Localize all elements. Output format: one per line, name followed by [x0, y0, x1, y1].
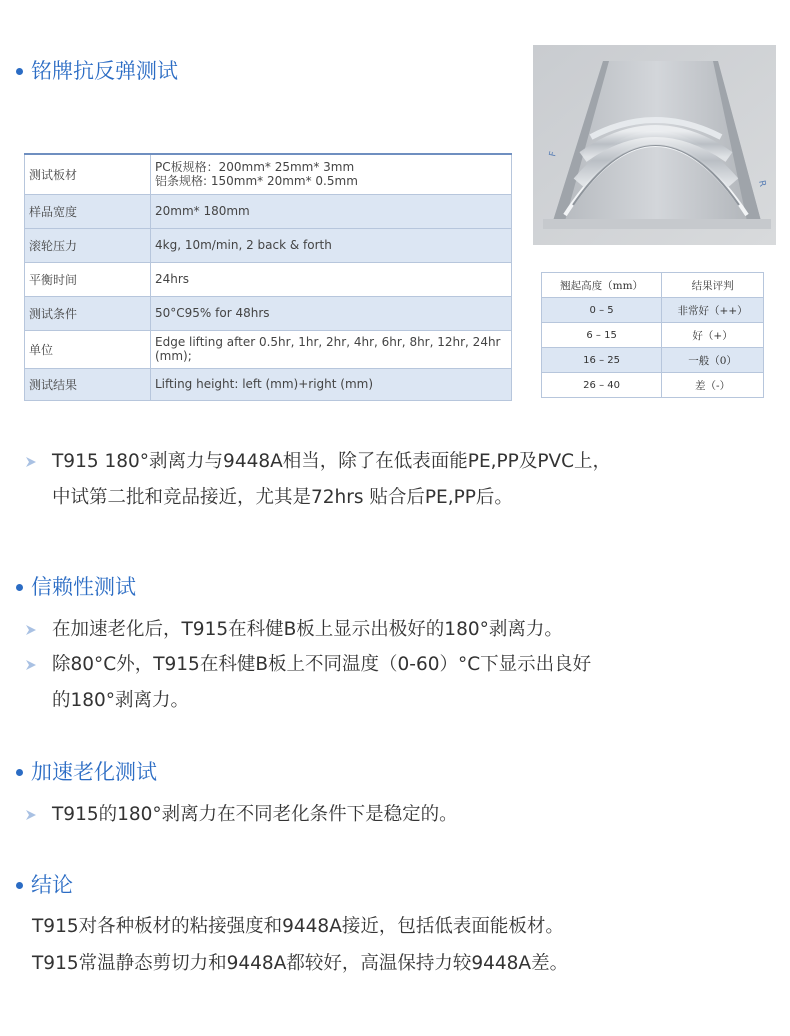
- table-cell-range: 0 – 5: [542, 298, 662, 323]
- value-line: PC板规格：200mm* 25mm* 3mm: [155, 160, 355, 175]
- table-cell-range: 26 – 40: [542, 373, 662, 398]
- bullet-text: 在加速老化后，T915在科健B板上显示出极好的180°剥离力。: [52, 619, 563, 640]
- bullet-text: 的180°剥离力。: [52, 690, 190, 711]
- table-header-cell: 结果评判: [662, 273, 764, 298]
- section-title-aging: [16, 762, 157, 783]
- test-sample-photo: [533, 45, 776, 245]
- table-cell-result: 非常好（++）: [662, 298, 764, 323]
- bullet-dot: [16, 68, 23, 75]
- chevron-right-icon: [24, 808, 38, 822]
- table-row: [25, 228, 512, 262]
- table-cell-range: 16 – 25: [542, 348, 662, 373]
- table-cell-label: 单位: [25, 330, 151, 368]
- photo-mark-f: F: [548, 150, 560, 158]
- table-row: [25, 330, 512, 368]
- table-cell-label: 平衡时间: [25, 262, 151, 296]
- table-cell-value: 24hrs: [151, 262, 512, 296]
- table-cell-result: 一般（0）: [662, 348, 764, 373]
- table-row: [25, 154, 512, 194]
- table-cell-result: 好（+）: [662, 323, 764, 348]
- section-title-conclusion: [16, 875, 73, 896]
- table-cell-value: Lifting height: left (mm)+right (mm): [151, 368, 512, 400]
- bullet-text: T915的180°剥离力在不同老化条件下是稳定的。: [52, 804, 458, 825]
- bullet-dot: [16, 882, 23, 889]
- table-row: [542, 298, 764, 323]
- table-cell-label: 样品宽度: [25, 194, 151, 228]
- table-row: [25, 296, 512, 330]
- bullet-dot: [16, 584, 23, 591]
- table-cell-value: [151, 330, 512, 368]
- table-header-cell: 翘起高度（mm）: [542, 273, 662, 298]
- value-line: (mm);: [155, 349, 192, 363]
- section-title-nameplate: [16, 61, 178, 82]
- table-cell-value: 20mm* 180mm: [151, 194, 512, 228]
- table-row: [25, 262, 512, 296]
- table-cell-result: 差（-）: [662, 373, 764, 398]
- test-parameters-table: [24, 153, 512, 401]
- conclusion-text: T915对各种板材的粘接强度和9448A接近，包括低表面能板材。: [32, 916, 564, 937]
- lifting-rating-table: [541, 272, 764, 398]
- chevron-right-icon: [24, 623, 38, 637]
- bullet-text: 中试第二批和竞品接近，尤其是72hrs 贴合后PE,PP后。: [52, 487, 513, 508]
- bullet-text: T915 180°剥离力与9448A相当，除了在低表面能PE,PP及PVC上，: [52, 451, 612, 472]
- section-title-text: 结论: [31, 873, 73, 897]
- photo-mark-r: R: [756, 179, 768, 188]
- table-row: [542, 373, 764, 398]
- section-title-text: 信赖性测试: [31, 575, 136, 599]
- table-cell-range: 6 – 15: [542, 323, 662, 348]
- bullet-text: 除80°C外，T915在科健B板上不同温度（0-60）°C下显示出良好: [52, 654, 592, 675]
- table-cell-label: 测试条件: [25, 296, 151, 330]
- section-title-text: 铭牌抗反弹测试: [31, 59, 178, 83]
- table-row: [25, 194, 512, 228]
- section-title-reliability: [16, 577, 136, 598]
- table-row: [542, 323, 764, 348]
- table-header-row: [542, 273, 764, 298]
- conclusion-text: T915常温静态剪切力和9448A都较好，高温保持力较9448A差。: [32, 953, 569, 974]
- table-cell-value: [151, 154, 512, 194]
- table-cell-value: 4kg, 10m/min, 2 back & forth: [151, 228, 512, 262]
- table-cell-value: 50°C95% for 48hrs: [151, 296, 512, 330]
- value-line: Edge lifting after 0.5hr, 1hr, 2hr, 4hr, 6hr, 8hr, 12hr, 24hr: [155, 335, 501, 349]
- bullet-dot: [16, 769, 23, 776]
- section-title-text: 加速老化测试: [31, 760, 157, 784]
- chevron-right-icon: [24, 455, 38, 469]
- table-cell-label: 测试板材: [25, 154, 151, 194]
- table-cell-label: 测试结果: [25, 368, 151, 400]
- table-cell-label: 滚轮压力: [25, 228, 151, 262]
- table-row: [25, 368, 512, 400]
- value-line: 铝条规格: 150mm* 20mm* 0.5mm: [155, 174, 358, 189]
- table-row: [542, 348, 764, 373]
- chevron-right-icon: [24, 658, 38, 672]
